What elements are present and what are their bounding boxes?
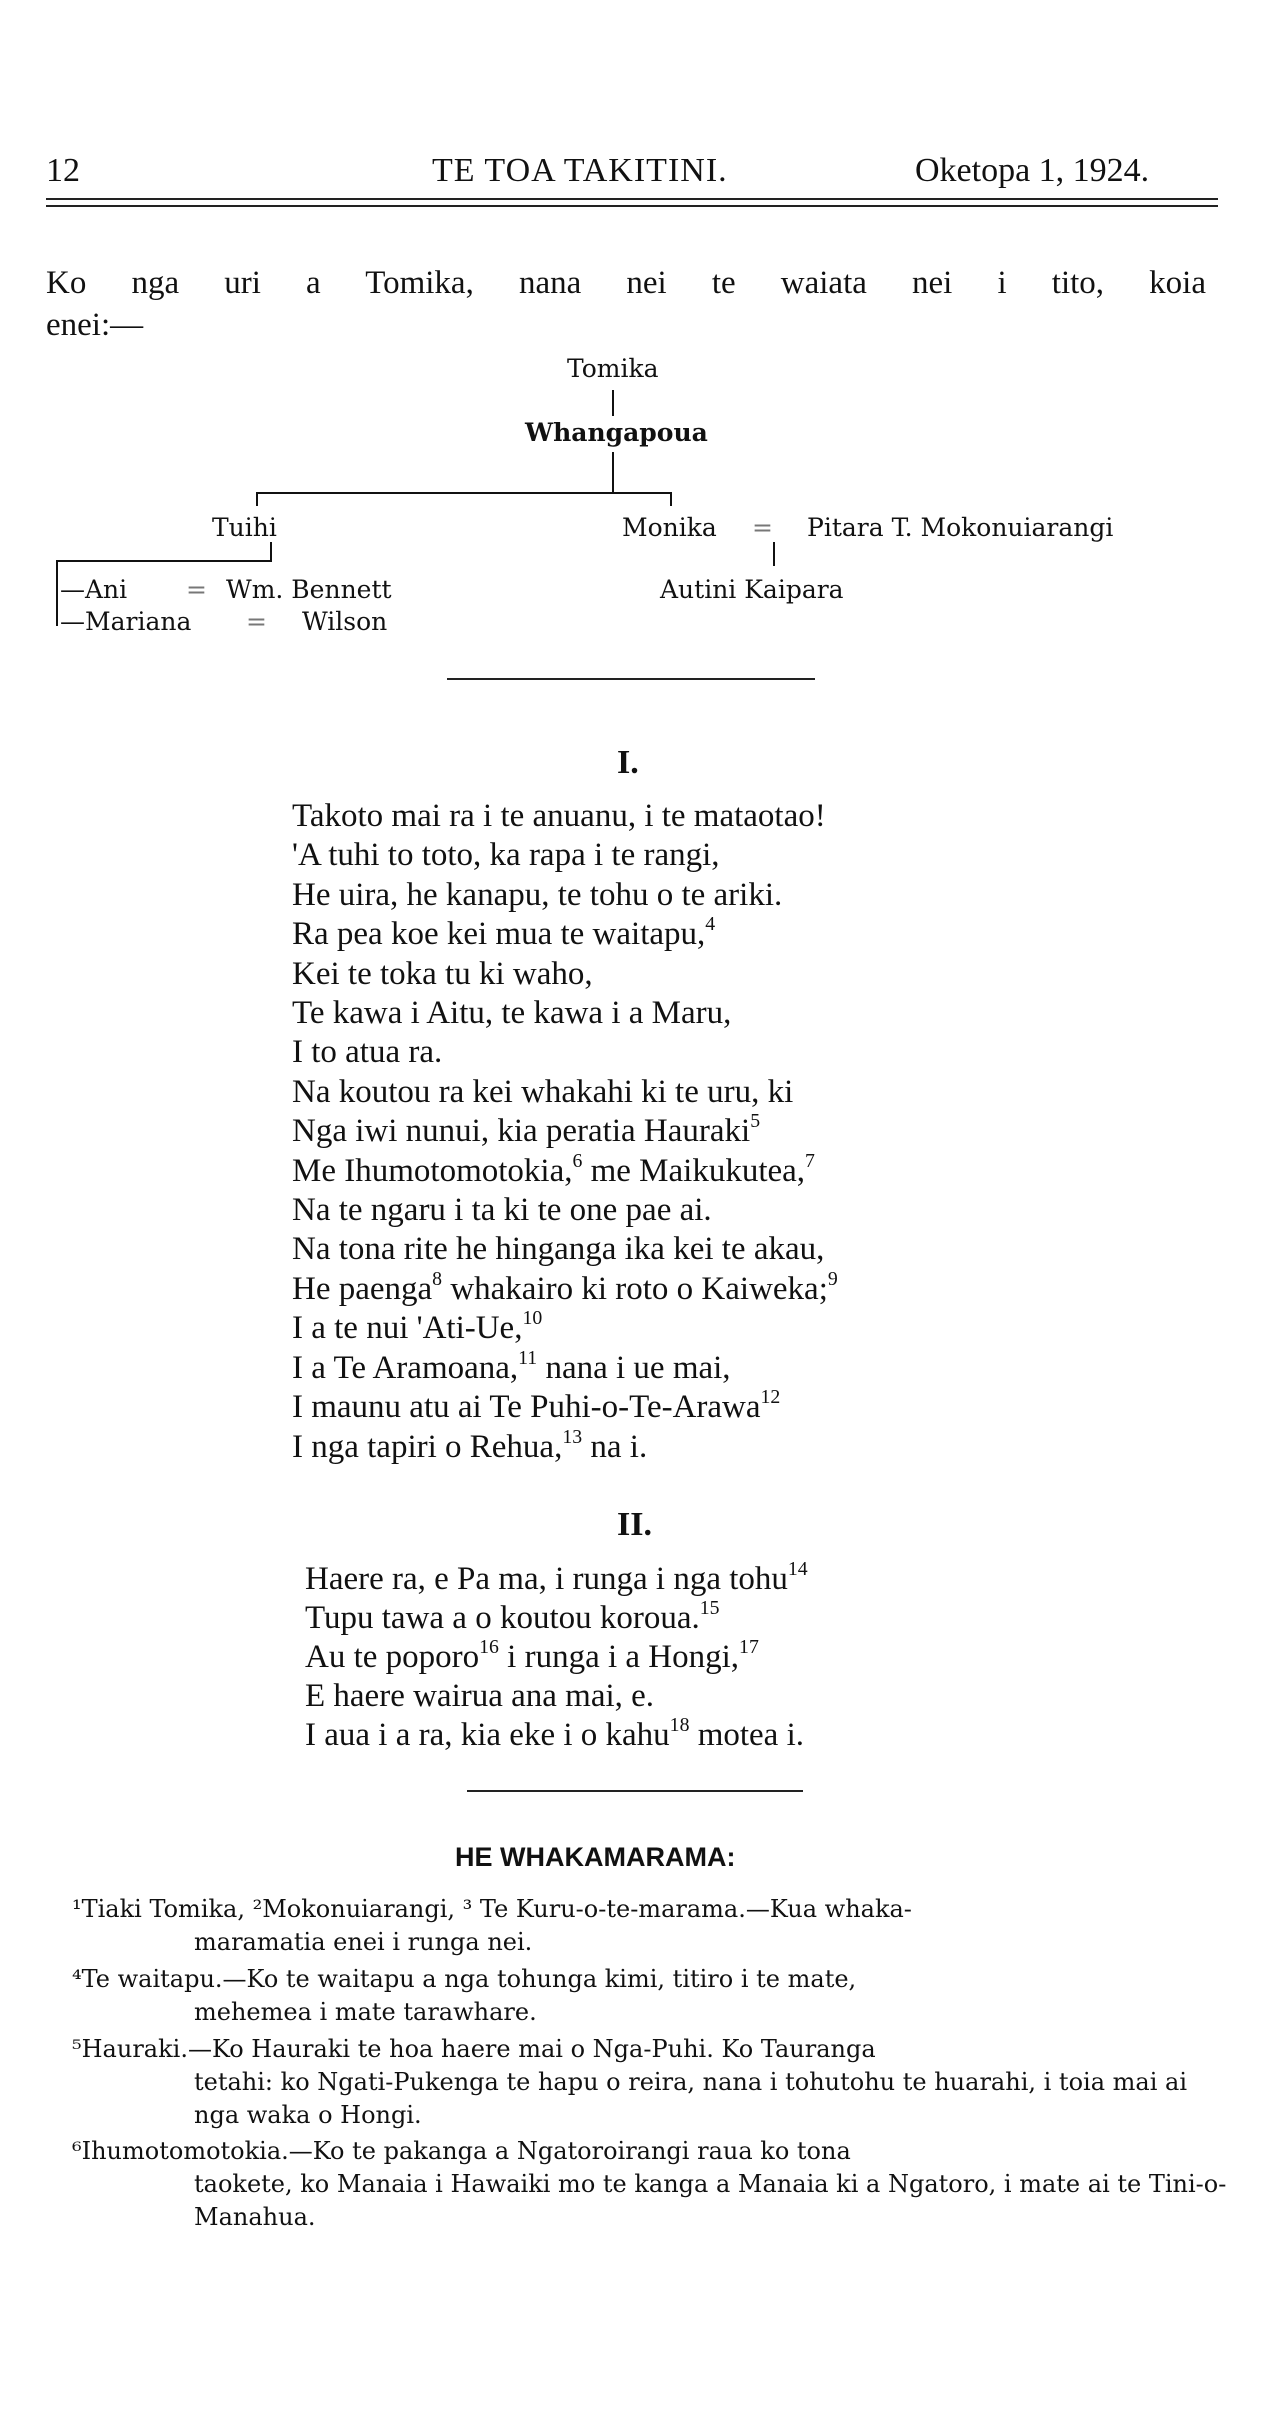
- genealogy-ani: —Ani: [60, 575, 128, 604]
- genealogy-line: [773, 542, 775, 566]
- footnote-ref: 12: [760, 1386, 781, 1409]
- verse-text: I to atua ra.: [292, 1034, 443, 1071]
- section-separator: [447, 678, 815, 680]
- footnote-ref: 10: [522, 1307, 543, 1330]
- page-number: 12: [46, 152, 80, 189]
- genealogy-line: [670, 492, 672, 506]
- verse-line: [292, 1346, 838, 1388]
- verse-line: [305, 1716, 808, 1755]
- verse-text: Takoto mai ra i te anuanu, i te mataotao!: [292, 798, 826, 834]
- verse-2-numeral: II.: [617, 1506, 652, 1543]
- genealogy-monika: Monika: [622, 513, 717, 542]
- note-continuation: taokete, ko Manaia i Hawaiki mo te kanga a Manaia ki a Ngatoro, i mate ai te Tini-o-Manahua.: [194, 2170, 1227, 2231]
- verse-line: [305, 1560, 808, 1599]
- footnote-ref: 14: [787, 1558, 808, 1581]
- footnote-ref: 11: [518, 1346, 538, 1369]
- genealogy-marriage-sign: =: [246, 607, 267, 636]
- verse-line: [292, 1033, 838, 1072]
- verse-text: He paenga: [292, 1270, 433, 1307]
- verse-text: Ra pea koe kei mua te waitapu,: [292, 916, 706, 953]
- genealogy-bennett: Wm. Bennett: [226, 575, 392, 604]
- verse-2: [305, 1560, 808, 1755]
- verse-text: Kei te toka tu ki waho,: [292, 955, 593, 992]
- genealogy-tuihi: Tuihi: [212, 513, 277, 542]
- header-rule-bottom: [46, 205, 1218, 207]
- verse-line: [292, 1112, 838, 1151]
- verse-text: i runga i a Hongi,: [498, 1639, 740, 1675]
- verse-text: I a Te Aramoana,: [292, 1349, 519, 1386]
- genealogy-marriage-sign: =: [752, 513, 773, 542]
- note-first-line: ¹Tiaki Tomika, ²Mokonuiarangi, ³ Te Kuru-o-te-marama.—Kua whaka-: [72, 1895, 912, 1923]
- footnote-ref: 18: [669, 1714, 690, 1737]
- genealogy-tomika: Tomika: [567, 354, 659, 383]
- genealogy-autini: Autini Kaipara: [660, 575, 844, 604]
- note-first-line: ⁴Te waitapu.—Ko te waitapu a nga tohunga kimi, titiro i te mate,: [72, 1965, 857, 1993]
- verse-text: I a te nui 'Ati-Ue,: [292, 1310, 523, 1347]
- verse-text: I maunu atu ai Te Puhi-o-Te-Arawa: [292, 1389, 761, 1426]
- verse-text: Haere ra, e Pa ma, i runga i nga tohu: [305, 1561, 788, 1597]
- verse-text: 'A tuhi to toto, ka rapa i te rangi,: [292, 837, 720, 874]
- intro-paragraph: [46, 262, 1206, 346]
- note-continuation: tetahi: ko Ngati-Pukenga te hapu o reira, nana i tohutohu te huarahi, i toia mai ai nga waka o Hongi.: [194, 2068, 1187, 2129]
- verse-text: Na tona rite he hinganga ika kei te akau,: [292, 1231, 825, 1268]
- note-continuation: mehemea i mate tarawhare.: [194, 1998, 537, 2026]
- verse-text: Me Ihumotomotokia,: [292, 1152, 573, 1189]
- verse-line: [305, 1638, 808, 1677]
- verse-1-numeral: I.: [617, 744, 639, 781]
- verse-line: [292, 876, 838, 915]
- verse-line: [305, 1677, 808, 1716]
- verse-line: [292, 1267, 838, 1309]
- footnote-ref: 8: [432, 1267, 443, 1290]
- verse-text: nana i ue mai,: [537, 1349, 731, 1386]
- note-first-line: ⁶Ihumotomotokia.—Ko te pakanga a Ngatoroirangi raua ko tona: [72, 2137, 851, 2165]
- verse-text: Nga iwi nunui, kia peratia Hauraki: [292, 1113, 751, 1150]
- verse-text: na i.: [582, 1428, 648, 1465]
- genealogy-line: [256, 492, 258, 506]
- verse-line: [292, 1309, 838, 1348]
- footnote-ref: 5: [750, 1110, 761, 1133]
- footnote-ref: 13: [562, 1425, 583, 1448]
- note-item: [72, 2033, 1232, 2132]
- verse-line: [292, 955, 838, 994]
- intro-line-1: Ko nga uri a Tomika, nana nei te waiata nei i tito, koia: [46, 265, 1206, 301]
- verse-line: [292, 836, 838, 875]
- verse-line: [292, 915, 838, 954]
- footnote-ref: 16: [479, 1636, 499, 1659]
- genealogy-line: [56, 560, 272, 562]
- verse-text: Au te poporo: [305, 1639, 480, 1675]
- verse-line: [292, 797, 838, 836]
- verse-text: He uira, he kanapu, te tohu o te ariki.: [292, 876, 783, 913]
- verse-line: [292, 1149, 838, 1191]
- section-separator: [467, 1790, 803, 1792]
- note-item: [72, 2135, 1232, 2234]
- verse-text: Na koutou ra kei whakahi ki te uru, ki: [292, 1073, 794, 1110]
- verse-line: [292, 1425, 838, 1467]
- note-continuation: maramatia enei i runga nei.: [194, 1928, 533, 1956]
- note-first-line: ⁵Hauraki.—Ko Hauraki te hoa haere mai o Nga-Puhi. Ko Tauranga: [72, 2035, 876, 2063]
- verse-1: [292, 797, 838, 1467]
- verse-text: motea i.: [689, 1717, 805, 1753]
- verse-text: whakairo ki roto o Kaiweka;: [442, 1270, 828, 1307]
- genealogy-marriage-sign: =: [186, 575, 207, 604]
- genealogy-line: [56, 560, 58, 626]
- note-item: [72, 1893, 1232, 1959]
- verse-line: [292, 994, 838, 1033]
- verse-line: [292, 1388, 838, 1427]
- footnote-ref: 17: [739, 1636, 759, 1659]
- genealogy-pitara: Pitara T. Mokonuiarangi: [807, 513, 1114, 542]
- verse-text: E haere wairua ana mai, e.: [305, 1678, 655, 1714]
- footnote-ref: 4: [705, 913, 716, 936]
- genealogy-line: [270, 542, 272, 562]
- verse-line: [305, 1599, 808, 1638]
- verse-text: Tupu tawa a o koutou koroua.: [305, 1600, 700, 1636]
- verse-text: Te kawa i Aitu, te kawa i a Maru,: [292, 995, 732, 1032]
- genealogy-wilson: Wilson: [302, 607, 388, 636]
- verse-line: [292, 1073, 838, 1112]
- page-header-title: TE TOA TAKITINI.: [432, 152, 728, 189]
- genealogy-line: [612, 452, 614, 492]
- verse-text: I aua i a ra, kia eke i o kahu: [305, 1717, 670, 1753]
- verse-line: [292, 1230, 838, 1269]
- footnote-ref: 9: [827, 1267, 838, 1290]
- header-rule-top: [46, 198, 1218, 200]
- genealogy-line: [612, 390, 614, 416]
- note-item: [72, 1963, 1232, 2029]
- intro-line-2: enei:—: [46, 307, 144, 343]
- genealogy-whangapoua: Whangapoua: [525, 418, 708, 447]
- footnote-ref: 6: [572, 1149, 583, 1172]
- notes-title: HE WHAKAMARAMA:: [455, 1842, 736, 1872]
- verse-text: I nga tapiri o Rehua,: [292, 1428, 563, 1465]
- verse-text: me Maikukutea,: [582, 1152, 806, 1189]
- verse-line: [292, 1191, 838, 1230]
- footnote-ref: 15: [699, 1597, 720, 1620]
- genealogy-mariana: —Mariana: [60, 607, 192, 636]
- verse-text: Na te ngaru i ta ki te one pae ai.: [292, 1192, 712, 1229]
- genealogy-line: [256, 492, 672, 494]
- page-header-date: Oketopa 1, 1924.: [915, 152, 1150, 189]
- footnote-ref: 7: [805, 1149, 815, 1172]
